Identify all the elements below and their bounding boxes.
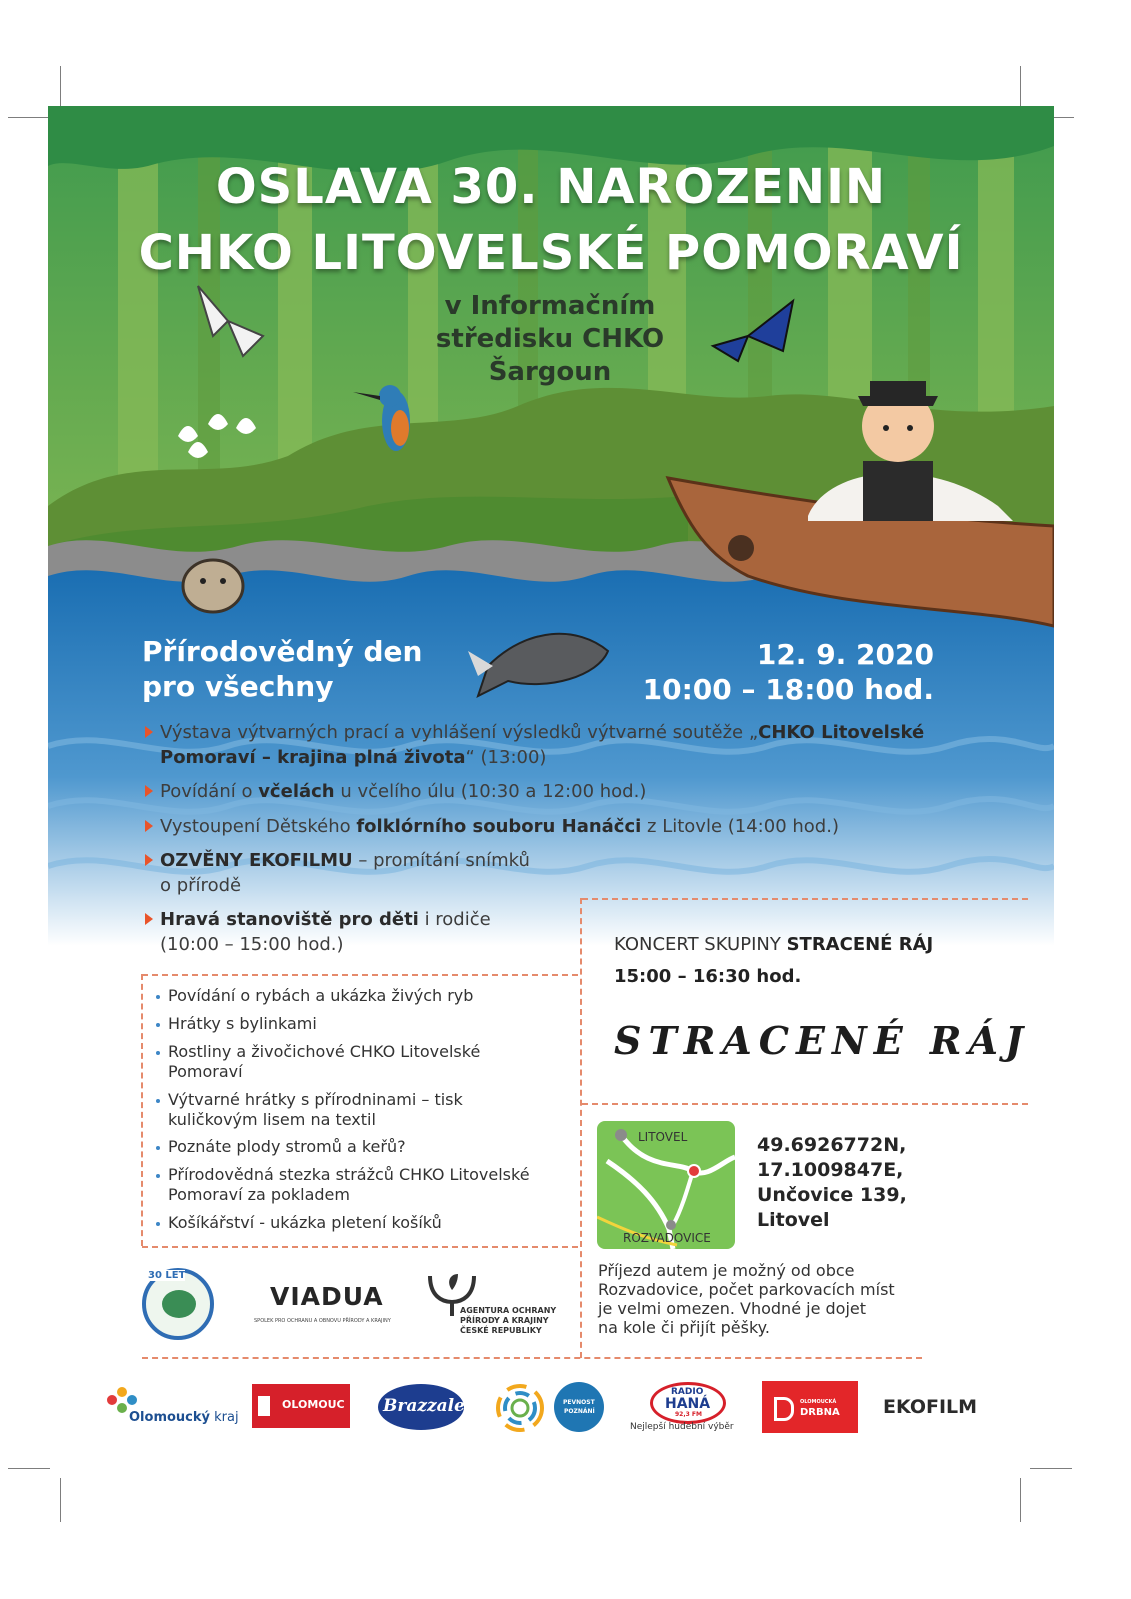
- band-logo: STRACENÉ RÁJ: [614, 1018, 1030, 1063]
- concert-label: KONCERT SKUPINY STRACENÉ RÁJ: [614, 934, 934, 955]
- ekofilm-logo: EKOFILM: [883, 1396, 978, 1418]
- bullet-dot: [156, 1023, 160, 1027]
- title-line-1: OSLAVA 30. NAROZENIN: [215, 159, 887, 215]
- activity-nature-trail: Přírodovědná stezka strážců CHKO Litovelské Pomoraví za pokladem: [168, 1165, 530, 1204]
- coordinate-lon: 17.1009847E,: [757, 1159, 904, 1181]
- bullet-arrow-icon: [145, 820, 153, 832]
- circular-rainbow-logo-icon: [494, 1382, 546, 1434]
- crop-mark: [8, 1468, 50, 1469]
- dashed-divider: [582, 898, 1028, 900]
- bullet-dot: [156, 995, 160, 999]
- dashed-divider: [141, 974, 143, 1246]
- dashed-divider: [142, 974, 578, 976]
- map-label-litovel: LITOVEL: [638, 1130, 688, 1144]
- map-pin-rozvadovice-icon: [666, 1220, 676, 1230]
- crop-mark: [1020, 66, 1021, 106]
- olomouc-logo: OLOMOUC: [252, 1384, 350, 1428]
- program-item-bees: Povídání o včelách u včelího úlu (10:30 a 12:00 hod.): [160, 781, 647, 802]
- concert-time: 15:00 – 16:30 hod.: [614, 966, 802, 987]
- event-date: 12. 9. 2020: [756, 638, 934, 671]
- dashed-divider: [580, 898, 582, 1358]
- bullet-arrow-icon: [145, 913, 153, 925]
- directions-text: Příjezd autem je možný od obce Rozvadovice, počet parkovacích míst je velmi omezen. Vhodné je dojet na kole či přijít pěšky.: [598, 1261, 895, 1337]
- crop-mark: [60, 66, 61, 106]
- map-label-rozvadovice: ROZVADOVICE: [623, 1231, 711, 1245]
- viadua-logo: VIADUA: [270, 1282, 384, 1311]
- location-line-1: v Informačním: [444, 291, 656, 321]
- radio-hana-slogan: Nejlepší hudební výběr: [630, 1422, 734, 1432]
- bullet-arrow-icon: [145, 726, 153, 738]
- bullet-arrow-icon: [145, 854, 153, 866]
- olomoucky-kraj-logo: Olomoucký kraj: [129, 1410, 239, 1425]
- crop-mark: [8, 117, 50, 118]
- address-city: Litovel: [757, 1209, 830, 1231]
- bullet-dot: [156, 1174, 160, 1178]
- program-item-folklore: Vystoupení Dětského folklórního souboru Hanáčci z Litovle (14:00 hod.): [160, 816, 839, 837]
- otter-icon: [183, 560, 243, 612]
- bullet-arrow-icon: [145, 785, 153, 797]
- pevnost-poznani-logo: PEVNOST POZNÁNÍ: [554, 1382, 604, 1432]
- activity-herbs: Hrátky s bylinkami: [168, 1014, 317, 1033]
- activity-fruits: Poznáte plody stromů a keřů?: [168, 1137, 406, 1156]
- bullet-dot: [156, 1222, 160, 1226]
- location-line-2: středisku CHKO: [435, 324, 665, 354]
- crop-mark: [1020, 1478, 1021, 1522]
- program-item-stations: Hravá stanoviště pro děti i rodiče (10:00 – 15:00 hod.): [160, 909, 491, 955]
- location-line-3: Šargoun: [488, 357, 612, 387]
- coordinate-lat: 49.6926772N,: [757, 1134, 907, 1156]
- tagline-line-2: pro všechny: [142, 670, 334, 703]
- bullet-dot: [156, 1099, 160, 1103]
- chko-30-years-badge: 30 LET: [142, 1268, 214, 1340]
- address-street: Unčovice 139,: [757, 1184, 907, 1206]
- program-item-exhibition: Výstava výtvarných prací a vyhlášení výsledků výtvarné soutěže „CHKO Litovelské Pomoraví – krajina plná života“ (13:00): [160, 722, 925, 768]
- viadua-subtitle: SPOLEK PRO OCHRANU A OBNOVU PŘÍRODY A KRAJINY: [254, 1318, 391, 1324]
- crop-mark: [60, 1478, 61, 1522]
- bullet-dot: [156, 1051, 160, 1055]
- bullet-dot: [156, 1146, 160, 1150]
- crop-mark: [1030, 1468, 1072, 1469]
- dashed-divider: [142, 1357, 922, 1359]
- brazzale-logo: Brazzale: [378, 1384, 464, 1430]
- activity-fish: Povídání o rybách a ukázka živých ryb: [168, 986, 474, 1005]
- event-time: 10:00 – 18:00 hod.: [642, 673, 934, 706]
- activity-art-games: Výtvarné hrátky s přírodninami – tisk kuličkovým lisem na textil: [168, 1090, 463, 1129]
- aopk-text: AGENTURA OCHRANY PŘÍRODY A KRAJINY ČESKÉ REPUBLIKY: [460, 1306, 557, 1335]
- map-pin-litovel-icon: [615, 1129, 627, 1141]
- radio-hana-logo: RADIO HANÁ 92,3 FM: [650, 1382, 726, 1424]
- activity-flora-fauna: Rostliny a živočichové CHKO Litovelské Pomoraví: [168, 1042, 481, 1081]
- title-line-2: CHKO LITOVELSKÉ POMORAVÍ: [138, 225, 964, 281]
- dashed-divider: [582, 1103, 1028, 1105]
- dashed-divider: [142, 1246, 578, 1248]
- olomoucka-drbna-logo: OLOMOUCKÁ DRBNA: [762, 1381, 858, 1433]
- map-pin-destination-icon: [688, 1165, 700, 1177]
- program-item-ekofilm: OZVĚNY EKOFILMU – promítání snímků o přírodě: [160, 850, 530, 896]
- tagline-line-1: Přírodovědný den: [142, 635, 423, 668]
- activity-basketry: Košíkářství - ukázka pletení košíků: [168, 1213, 442, 1232]
